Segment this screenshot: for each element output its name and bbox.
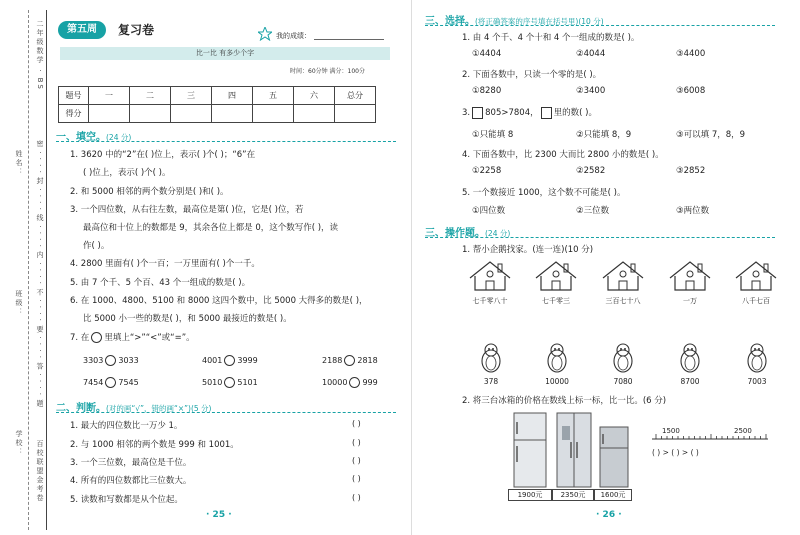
penguin-label[interactable]: 7003 <box>747 377 767 386</box>
score-cell[interactable] <box>212 105 253 123</box>
circle-icon <box>91 332 102 343</box>
option: ②三位数 <box>576 206 610 216</box>
compare-item <box>202 355 258 366</box>
house-label[interactable]: 三百七十八 <box>605 297 641 305</box>
table-cell: 四 <box>212 87 253 105</box>
page-fold <box>411 0 412 535</box>
cut-line <box>28 10 29 530</box>
blank-box[interactable] <box>541 107 552 119</box>
penguin-icon <box>612 343 634 373</box>
table-cell: 题号 <box>59 87 89 105</box>
price-tag: 1900元 <box>508 489 552 501</box>
house-label[interactable]: 七千零八十 <box>472 297 508 305</box>
score-line <box>314 39 384 40</box>
section-divider <box>425 25 775 26</box>
grade-label: 二年级数学 · BS <box>36 20 44 91</box>
judge-item: 1. 最大的四位数比一万少 1。 <box>70 421 183 431</box>
question-7 <box>70 331 195 343</box>
question-7-text: 7. 在 <box>70 333 90 343</box>
question-7-text-b: 里填上“>”“<”或“=”。 <box>104 333 195 343</box>
question-3c: 作( )。 <box>83 241 110 251</box>
binding-border <box>46 10 47 530</box>
section1-title-text: 一、填空。 <box>56 132 106 143</box>
section-divider <box>56 412 396 413</box>
option: ②4044 <box>576 49 606 59</box>
section3-note: (将正确答案的序号填在括号里)(10 分) <box>475 17 604 26</box>
score-table <box>58 86 376 123</box>
answer-circle[interactable] <box>224 355 235 366</box>
q3-text-b: 里的数( )。 <box>553 108 597 118</box>
answer-circle[interactable] <box>105 355 116 366</box>
option: ①四位数 <box>472 206 506 216</box>
table-cell: 六 <box>294 87 335 105</box>
house-label[interactable]: 七千零三 <box>542 297 570 305</box>
number-line-end: 2500 <box>734 427 752 435</box>
number-line-ticks <box>656 434 766 439</box>
option: ②3400 <box>576 86 606 96</box>
q3-number: 3. <box>462 108 471 118</box>
number-line-start: 1500 <box>662 427 680 435</box>
question-3b: 最高位和十位上的数都是 9，其余各位上都是 0，这个数写作( )，读 <box>83 223 339 233</box>
choice-question-4: 4. 下面各数中，比 2300 大而比 2800 小的数是( )。 <box>462 150 664 160</box>
section-divider <box>56 141 396 142</box>
compare-left: 2188 <box>322 356 343 365</box>
page-title: 复习卷 <box>118 23 155 37</box>
operation-question-1: 1. 帮小企鹅找家。(连一连)(10 分) <box>462 245 594 255</box>
number-line[interactable] <box>650 434 770 444</box>
question-1a: 1. 3620 中的“2”在( )位上，表示( )个( )；“6”在 <box>70 150 256 160</box>
fridge-icon <box>599 426 629 488</box>
house-icon <box>601 260 645 292</box>
house-label[interactable]: 八千七百 <box>742 297 770 305</box>
answer-paren[interactable]: ( ) <box>352 456 361 465</box>
star-icon <box>258 27 272 41</box>
table-cell: 总分 <box>335 87 376 105</box>
section2-title-text: 二、判断。 <box>56 403 106 414</box>
question-6a: 6. 在 1000、4800、5100 和 8000 这四个数中，比 5000 大得多的数是( )， <box>70 296 368 306</box>
option: ③6008 <box>676 86 706 96</box>
answer-paren[interactable]: ( ) <box>352 493 361 502</box>
page-number-right: · 26 · <box>596 510 622 520</box>
option: ①2258 <box>472 166 502 176</box>
compare-item <box>322 377 378 388</box>
table-cell: 得分 <box>59 105 89 123</box>
table-cell: 一 <box>89 87 130 105</box>
option: ③4400 <box>676 49 706 59</box>
answer-paren[interactable]: ( ) <box>352 419 361 428</box>
table-row <box>59 87 376 105</box>
judge-item: 2. 与 1000 相邻的两个数是 999 和 1001。 <box>70 440 239 450</box>
seal-text: 密 · · · · 封 · · · · 线 · · · · 内 · · · · 不 · · · · 要 · · · · 答 · · · · 题 <box>36 140 44 408</box>
page-number-left: · 25 · <box>206 510 232 520</box>
score-cell[interactable] <box>294 105 335 123</box>
answer-circle[interactable] <box>105 377 116 388</box>
compare-left: 4001 <box>202 356 223 365</box>
compare-right: 999 <box>362 378 378 387</box>
section4-title-text: 三、操作题。 <box>425 228 485 239</box>
fridge-icon <box>556 412 592 488</box>
compare-left: 3303 <box>83 356 104 365</box>
subtitle-bar: 比一比 有多少个字 <box>60 47 390 60</box>
compare-right: 3999 <box>237 356 258 365</box>
table-row <box>59 105 376 123</box>
judge-item: 4. 所有的四位数都比三位数大。 <box>70 476 192 486</box>
price-tag: 2350元 <box>552 489 594 501</box>
penguin-icon <box>679 343 701 373</box>
fridge-icon <box>513 412 547 488</box>
section-divider <box>425 237 775 238</box>
judge-item: 5. 读数和写数都是从个位起。 <box>70 495 183 505</box>
section2-note: (对的画“√”，错的画“×”)(5 分) <box>106 404 212 413</box>
option: ③2852 <box>676 166 706 176</box>
compare-left: 5010 <box>202 378 223 387</box>
question-2: 2. 和 5000 相邻的两个数分别是( )和( )。 <box>70 187 229 197</box>
name-label: 姓名： <box>15 150 23 177</box>
week-badge: 第五周 <box>58 21 106 39</box>
answer-circle[interactable] <box>344 355 355 366</box>
choice-question-3 <box>462 106 597 119</box>
table-cell: 三 <box>171 87 212 105</box>
class-label: 班级： <box>15 290 23 317</box>
penguin-label[interactable]: 8700 <box>680 377 700 386</box>
penguin-icon <box>746 343 768 373</box>
option: ②2582 <box>576 166 606 176</box>
choice-question-2: 2. 下面各数中，只读一个零的是( )。 <box>462 70 602 80</box>
question-3a: 3. 一个四位数，从右往左数，最高位是第( )位，它是( )位，若 <box>70 205 304 215</box>
score-cell[interactable] <box>89 105 130 123</box>
score-cell[interactable] <box>171 105 212 123</box>
question-5: 5. 由 7 个千、5 个百、43 个一组成的数是( )。 <box>70 278 251 288</box>
option: ③可以填 7，8，9 <box>676 130 746 140</box>
operation-question-2: 2. 将三台冰箱的价格在数线上标一标，比一比。(6 分) <box>462 396 667 406</box>
compare-item <box>83 355 139 366</box>
brand-label: 百校联盟金考卷 <box>36 440 44 503</box>
judge-item: 3. 一个三位数，最高位是千位。 <box>70 458 192 468</box>
option: ①4404 <box>472 49 502 59</box>
answer-circle[interactable] <box>224 377 235 388</box>
table-cell: 二 <box>130 87 171 105</box>
penguin-label[interactable]: 378 <box>483 377 499 386</box>
house-icon <box>668 260 712 292</box>
q3-text: 805>7804， <box>485 108 539 118</box>
compare-item <box>83 377 139 388</box>
compare-item <box>322 355 378 366</box>
question-6b: 比 5000 小一些的数是( )，和 5000 最接近的数是( )。 <box>83 314 292 324</box>
answer-paren[interactable]: ( ) <box>352 474 361 483</box>
binding-strip <box>0 0 52 535</box>
house-icon <box>734 260 778 292</box>
compare-right: 7545 <box>118 378 139 387</box>
choice-question-1: 1. 由 4 个千、4 个十和 4 个一组成的数是( )。 <box>462 33 640 43</box>
answer-circle[interactable] <box>349 377 360 388</box>
penguin-icon <box>480 343 502 373</box>
house-label[interactable]: 一万 <box>683 297 697 305</box>
compare-left: 7454 <box>83 378 104 387</box>
option: ①只能填 8 <box>472 130 514 140</box>
blank-box[interactable] <box>472 107 483 119</box>
penguin-label[interactable]: 7080 <box>613 377 633 386</box>
compare-right: 2818 <box>357 356 378 365</box>
compare-left: 10000 <box>322 378 348 387</box>
compare-answer-line[interactable]: ( ) > ( ) > ( ) <box>652 448 699 457</box>
option: ③两位数 <box>676 206 710 216</box>
house-icon <box>468 260 512 292</box>
section3-title-text: 三、选择。 <box>425 16 475 27</box>
compare-item <box>202 377 258 388</box>
section1-note: (24 分) <box>106 133 132 142</box>
penguin-icon <box>546 343 568 373</box>
question-1b: ( )位上，表示( )个( )。 <box>83 168 171 178</box>
option: ②只能填 8，9 <box>576 130 632 140</box>
penguin-label[interactable]: 10000 <box>545 377 569 386</box>
answer-paren[interactable]: ( ) <box>352 438 361 447</box>
section4-note: (24 分) <box>485 229 511 238</box>
exam-meta: 时间：60分钟 满分：100分 <box>290 68 365 75</box>
score-cell[interactable] <box>253 105 294 123</box>
choice-question-5: 5. 一个数接近 1000，这个数不可能是( )。 <box>462 188 626 198</box>
option: ①8280 <box>472 86 502 96</box>
score-cell[interactable] <box>130 105 171 123</box>
score-label: 我的成绩： <box>276 32 311 40</box>
price-tag: 1600元 <box>594 489 632 501</box>
compare-right: 3033 <box>118 356 139 365</box>
table-cell: 五 <box>253 87 294 105</box>
school-label: 学校： <box>15 430 23 457</box>
question-4: 4. 2800 里面有( )个一百；一万里面有( )个一千。 <box>70 259 260 269</box>
compare-right: 5101 <box>237 378 258 387</box>
score-cell[interactable] <box>335 105 376 123</box>
house-icon <box>534 260 578 292</box>
